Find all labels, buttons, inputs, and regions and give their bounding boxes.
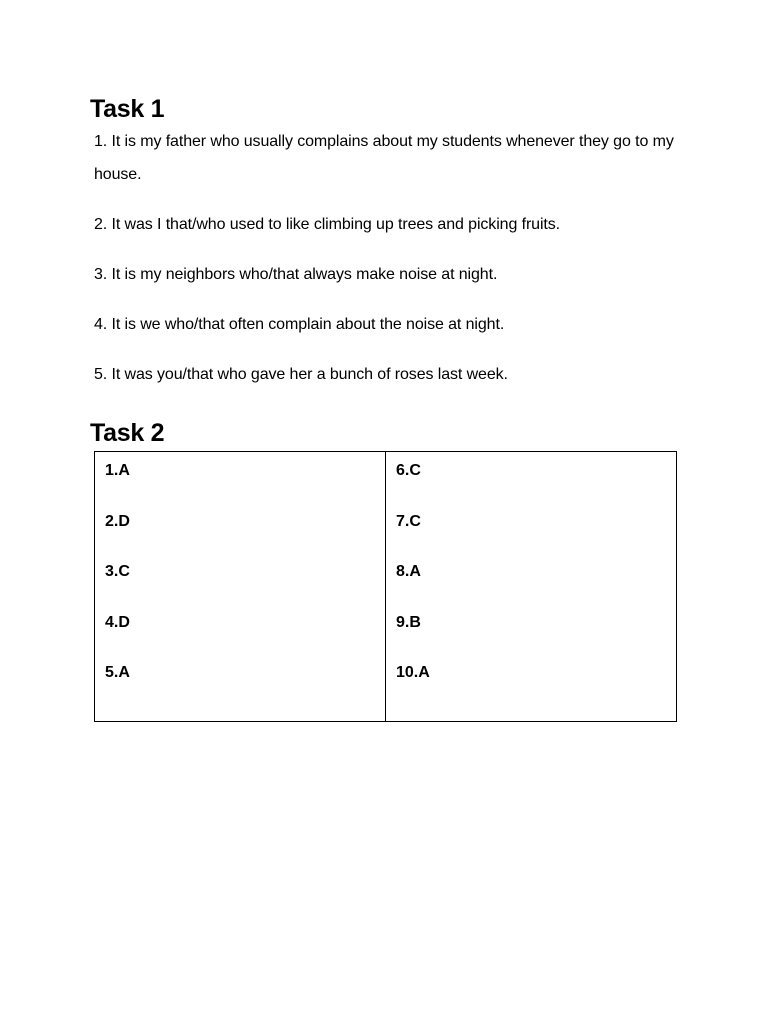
answer-cell: 6.C	[396, 462, 421, 479]
answer-table	[94, 451, 677, 722]
answer-cell: 4.D	[105, 613, 130, 631]
answer-cell: 3.C	[105, 563, 130, 580]
answer-cell: 10.A	[396, 664, 430, 681]
task1-list	[94, 125, 694, 408]
task1-item: 5. It was you/that who gave her a bunch of roses last week.	[94, 366, 508, 383]
task1-item: 2. It was I that/who used to like climbing up trees and picking fruits.	[94, 216, 561, 233]
answer-column-right	[386, 452, 677, 722]
answer-cell: 9.B	[396, 613, 421, 631]
task1-item: 1. It is my father who usually complains about my students whenever they go to my house.	[94, 133, 674, 183]
answer-cell: 5.A	[105, 664, 130, 681]
task1-item: 4. It is we who/that often complain about the noise at night.	[94, 316, 505, 333]
answer-cell: 1.A	[105, 462, 130, 479]
task2-heading: Task 2	[90, 419, 165, 447]
answer-cell: 2.D	[105, 512, 130, 530]
task1-item: 3. It is my neighbors who/that always make noise at night.	[94, 266, 498, 283]
answer-table-row	[95, 452, 677, 722]
answer-cell: 7.C	[396, 512, 421, 530]
answer-cell: 8.A	[396, 563, 421, 580]
answer-column-left	[95, 452, 386, 722]
task1-heading: Task 1	[90, 95, 165, 123]
